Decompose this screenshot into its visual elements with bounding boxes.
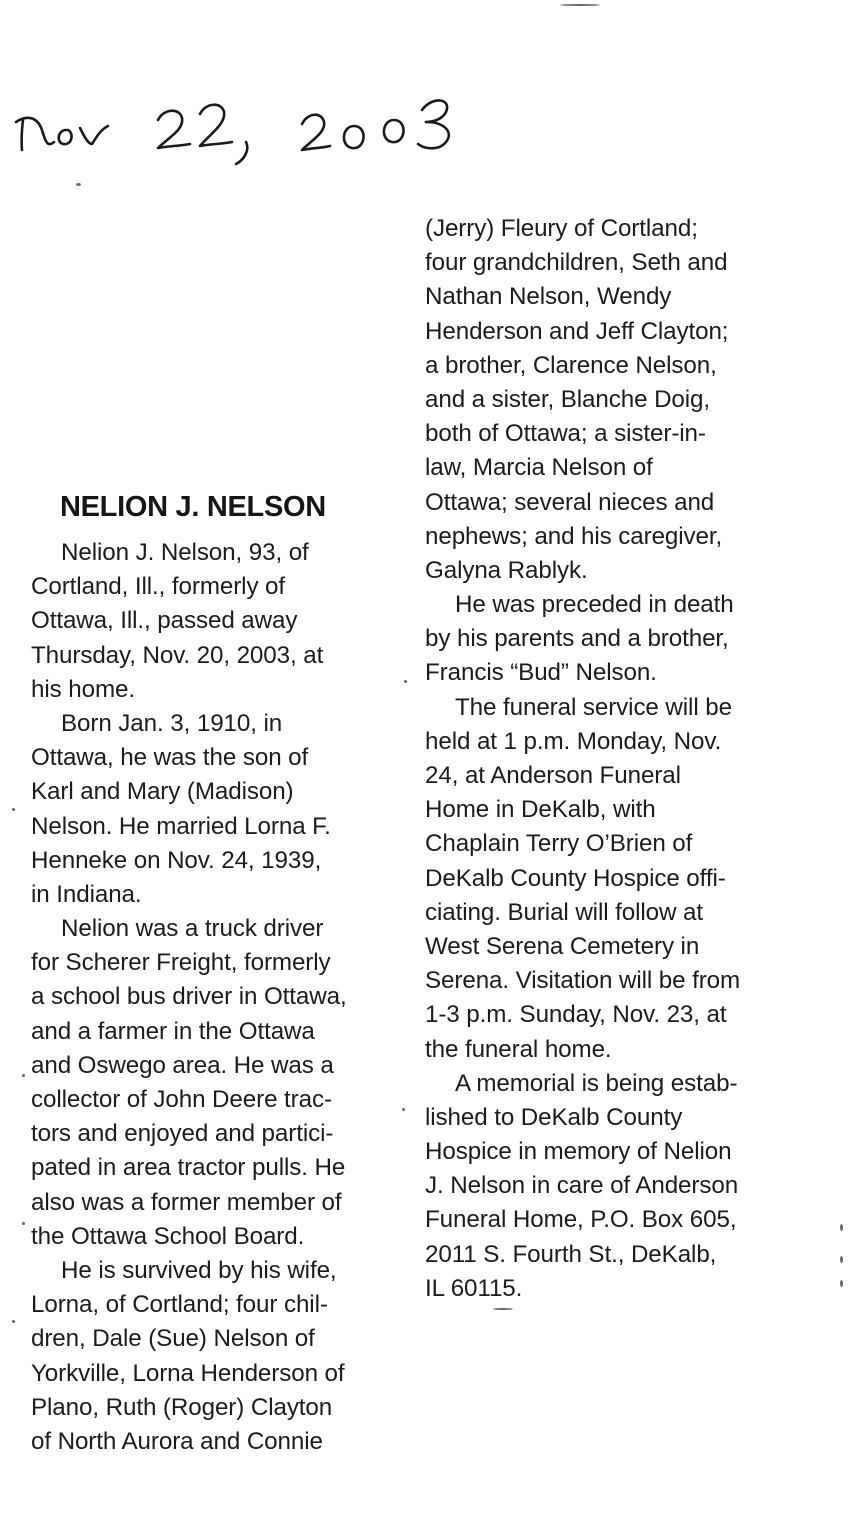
- right-column-line: four grandchildren, Seth and: [425, 249, 728, 277]
- right-column-line: West Serena Cemetery in: [425, 932, 700, 960]
- right-column-line: He was preceded in death: [455, 591, 734, 619]
- scan-speck: [840, 1224, 843, 1231]
- left-column-line: for Scherer Freight, formerly: [31, 949, 331, 977]
- right-column-line: ciating. Burial will follow at: [425, 898, 703, 926]
- right-column-line: (Jerry) Fleury of Cortland;: [425, 215, 698, 242]
- left-column-line: Ottawa, he was the son of: [31, 744, 309, 772]
- right-column-line: law, Marcia Nelson of: [425, 454, 653, 482]
- right-column-line: DeKalb County Hospice offi-: [425, 864, 726, 892]
- left-column-line: his home.: [31, 675, 135, 703]
- right-column-line: A memorial is being estab-: [455, 1069, 738, 1097]
- right-column-line: Galyna Rablyk.: [425, 556, 588, 584]
- left-column-line: pated in area tractor pulls. He: [31, 1154, 346, 1182]
- left-column-line: Plano, Ruth (Roger) Clayton: [31, 1393, 333, 1421]
- scan-speck: [76, 183, 81, 186]
- right-column-line: The funeral service will be: [455, 693, 732, 721]
- left-column-line: Nelson. He married Lorna F.: [31, 812, 331, 840]
- right-column-line: by his parents and a brother,: [425, 625, 729, 653]
- left-column-line: Yorkville, Lorna Henderson of: [31, 1359, 345, 1387]
- left-column-line: of North Aurora and Connie: [31, 1427, 323, 1455]
- obituary-headline: NELION J. NELSON: [60, 491, 326, 523]
- left-column-line: tors and enjoyed and partici-: [31, 1120, 334, 1148]
- scan-speck: [404, 680, 407, 683]
- left-column-line: Nelion J. Nelson, 93, of: [61, 539, 309, 566]
- scan-speck: [12, 1320, 15, 1323]
- scan-speck: [22, 1074, 25, 1077]
- scan-speck: [840, 1256, 843, 1263]
- left-column-line: Ottawa, Ill., passed away: [31, 607, 298, 635]
- left-column-line: also was a former member of: [31, 1188, 342, 1216]
- right-column-line: lished to DeKalb County: [425, 1103, 683, 1131]
- left-column-line: and a farmer in the Ottawa: [31, 1017, 315, 1045]
- left-column-line: a school bus driver in Ottawa,: [31, 983, 347, 1011]
- left-column-line: Lorna, of Cortland; four chil-: [31, 1291, 328, 1319]
- scan-speck: [560, 4, 600, 6]
- right-column-line: Hospice in memory of Nelion: [425, 1138, 732, 1166]
- left-column-line: collector of John Deere trac-: [31, 1086, 332, 1113]
- handwritten-date: [8, 80, 468, 190]
- left-column-line: the Ottawa School Board.: [31, 1222, 305, 1250]
- left-column-line: and Oswego area. He was a: [31, 1051, 334, 1079]
- right-column-line: Ottawa; several nieces and: [425, 488, 715, 516]
- right-column-line: 2011 S. Fourth St., DeKalb,: [425, 1240, 717, 1268]
- left-column-line: Cortland, Ill., formerly of: [31, 573, 286, 601]
- right-column-line: Francis “Bud” Nelson.: [425, 659, 657, 687]
- left-column-line: in Indiana.: [31, 880, 142, 908]
- handwritten-date-ink: [8, 80, 468, 190]
- right-column-line: both of Ottawa; a sister-in-: [425, 420, 706, 448]
- obituary-right-column: [425, 212, 810, 1306]
- left-column-line: Henneke on Nov. 24, 1939,: [31, 846, 322, 874]
- scan-speck: [840, 1280, 843, 1287]
- right-column-line: J. Nelson in care of Anderson: [425, 1172, 739, 1200]
- right-column-line: a brother, Clarence Nelson,: [425, 351, 717, 379]
- right-column-line: Henderson and Jeff Clayton;: [425, 317, 729, 345]
- right-column-line: held at 1 p.m. Monday, Nov.: [425, 727, 722, 755]
- left-column-line: He is survived by his wife,: [61, 1256, 337, 1284]
- left-column-line: Born Jan. 3, 1910, in: [61, 709, 283, 737]
- left-column-line: dren, Dale (Sue) Nelson of: [31, 1325, 315, 1353]
- left-column-line: Karl and Mary (Madison): [31, 778, 294, 806]
- scan-speck: [22, 1222, 25, 1225]
- right-column-line: Serena. Visitation will be from: [425, 967, 741, 995]
- right-column-line: 1-3 p.m. Sunday, Nov. 23, at: [425, 1001, 727, 1029]
- right-column-line: Nathan Nelson, Wendy: [425, 283, 672, 311]
- right-column-line: Chaplain Terry O’Brien of: [425, 830, 693, 858]
- right-column-line: nephews; and his caregiver,: [425, 522, 723, 550]
- obituary-left-column: [31, 536, 416, 1459]
- scan-speck: [402, 1108, 405, 1111]
- scan-speck: [12, 808, 15, 811]
- right-column-line: Home in DeKalb, with: [425, 796, 656, 824]
- left-column-line: Nelion was a truck driver: [61, 915, 324, 943]
- right-column-line: 24, at Anderson Funeral: [425, 762, 681, 789]
- left-column-line: Thursday, Nov. 20, 2003, at: [31, 641, 324, 669]
- right-column-line: Funeral Home, P.O. Box 605,: [425, 1206, 737, 1234]
- right-column-line: the funeral home.: [425, 1035, 612, 1063]
- scan-speck: [493, 1308, 513, 1310]
- right-column-line: IL 60115.: [425, 1274, 523, 1302]
- right-column-line: and a sister, Blanche Doig,: [425, 385, 711, 413]
